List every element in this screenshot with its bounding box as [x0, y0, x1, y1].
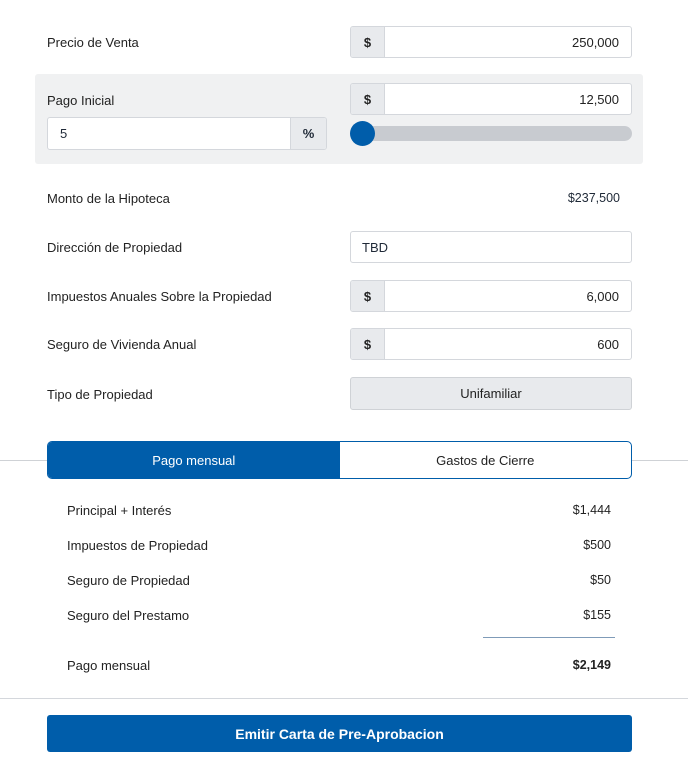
impuestos-input[interactable]	[350, 280, 632, 312]
precio-venta-label: Precio de Venta	[47, 34, 139, 50]
dollar-prefix: $	[351, 329, 385, 359]
direccion-input[interactable]: TBD	[350, 231, 632, 263]
pago-inicial-value[interactable]: 12,500	[579, 91, 619, 107]
breakdown-row	[67, 535, 611, 555]
direccion-label: Dirección de Propiedad	[47, 239, 183, 255]
bottom-divider	[0, 698, 688, 699]
total-label: Pago mensual	[67, 657, 151, 673]
pago-inicial-slider-track[interactable]	[350, 126, 632, 141]
breakdown-label: Impuestos de Propiedad	[67, 537, 208, 553]
breakdown-label: Principal + Interés	[67, 502, 172, 518]
seguro-label: Seguro de Vivienda Anual	[47, 336, 197, 352]
pago-inicial-label: Pago Inicial	[47, 92, 115, 108]
tab-divider-left	[0, 460, 47, 461]
dollar-prefix: $	[351, 84, 385, 114]
pago-inicial-slider-thumb[interactable]	[350, 121, 375, 146]
seguro-value[interactable]: 600	[597, 336, 619, 352]
monto-hipoteca-value: $237,500	[567, 191, 620, 205]
total-amount: $2,149	[572, 658, 611, 672]
impuestos-value[interactable]: 6,000	[586, 288, 619, 304]
tipo-propiedad-label: Tipo de Propiedad	[47, 386, 153, 402]
tipo-propiedad-select[interactable]: Unifamiliar	[350, 377, 632, 410]
breakdown-row	[67, 570, 611, 590]
results-tabs	[47, 441, 632, 479]
percent-suffix: %	[290, 118, 326, 149]
seguro-input[interactable]	[350, 328, 632, 360]
pago-inicial-percent-input[interactable]	[47, 117, 327, 150]
precio-venta-value[interactable]: 250,000	[572, 34, 619, 50]
breakdown-amount: $500	[583, 538, 611, 552]
breakdown-label: Seguro de Propiedad	[67, 572, 190, 588]
breakdown-amount: $50	[590, 573, 611, 587]
monto-hipoteca-label: Monto de la Hipoteca	[47, 190, 170, 206]
emitir-carta-button[interactable]: Emitir Carta de Pre-Aprobacion	[47, 715, 632, 752]
pago-inicial-input[interactable]	[350, 83, 632, 115]
breakdown-label: Seguro del Prestamo	[67, 607, 190, 623]
dollar-prefix: $	[351, 281, 385, 311]
breakdown-row	[67, 500, 611, 520]
tab-gastos-cierre[interactable]: Gastos de Cierre	[436, 452, 535, 468]
tab-divider-right	[632, 460, 688, 461]
precio-venta-input[interactable]	[350, 26, 632, 58]
breakdown-amount: $155	[583, 608, 611, 622]
row-monto-hipoteca	[47, 188, 632, 208]
breakdown-amount: $1,444	[572, 503, 611, 517]
breakdown-row	[67, 605, 611, 625]
sum-divider	[483, 637, 615, 638]
impuestos-label: Impuestos Anuales Sobre la Propiedad	[47, 288, 272, 304]
pago-inicial-percent-value[interactable]: 5	[60, 126, 68, 141]
total-row	[67, 655, 611, 675]
dollar-prefix: $	[351, 27, 385, 57]
tab-pago-mensual[interactable]: Pago mensual	[48, 442, 340, 478]
